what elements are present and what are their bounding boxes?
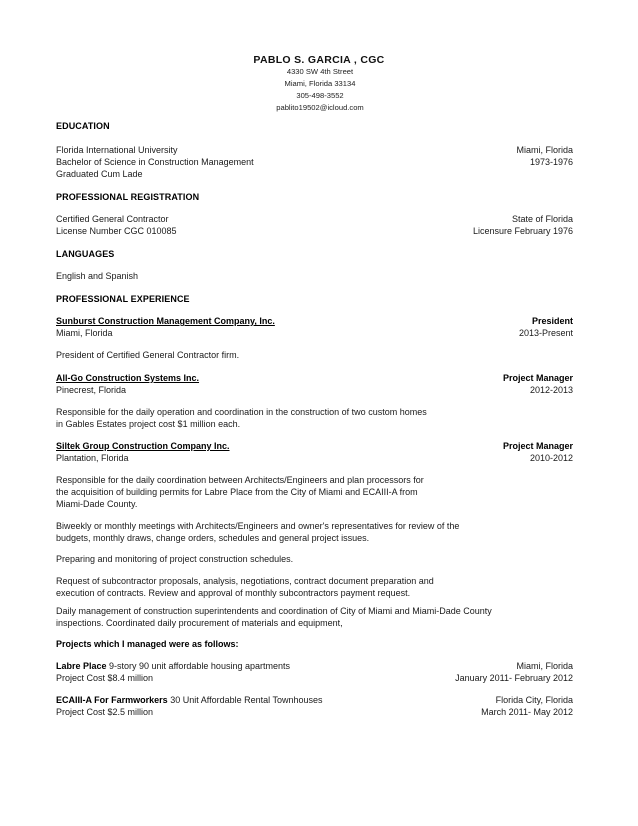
licensure-date: Licensure February 1976 [472,226,573,236]
job-dates: 2010-2012 [529,453,573,463]
project-cost-row [56,672,573,684]
job-location-row [56,384,573,396]
project-cost-row [56,706,573,718]
education-school-row [56,144,573,156]
job-location-row [56,327,573,339]
job-description-line: Request of subcontractor proposals, analysis, negotiations, contract document preparation and [56,576,434,586]
job-description-line: Responsible for the daily operation and coordination in the construction of two custom homes [56,407,427,417]
project-name: Labre Place [56,661,107,671]
project-dates: January 2011- February 2012 [455,673,573,683]
project-name: ECAIII-A For Farmworkers [56,695,168,705]
job-description-line: execution of contracts. Review and approval of monthly subcontractors payment request. [56,588,411,598]
job-header-row [56,315,573,327]
job-location: Pinecrest, Florida [56,385,127,395]
email-address[interactable]: pablito19502@icloud.com [276,103,364,112]
company-name: Siltek Group Construction Company Inc. [56,441,230,451]
project-cost: Project Cost $8.4 million [56,673,154,683]
job-description-line: inspections. Coordinated daily procurement of materials and equipment, [56,618,343,628]
experience-heading: PROFESSIONAL EXPERIENCE [56,294,190,304]
city-state-zip: Miami, Florida 33134 [284,79,356,88]
project-description: 30 Unit Affordable Rental Townhouses [167,695,323,705]
school-name: Florida International University [56,145,178,155]
job-description-line: the acquisition of building permits for Labre Place from the City of Miami and ECAIII-A from [56,487,418,497]
phone-number: 305-498-3552 [296,91,344,100]
job-description-line: Biweekly or monthly meetings with Architects/Engineers and owner's representatives for review of the [56,521,460,531]
education-heading: EDUCATION [56,121,110,131]
job-description-line: in Gables Estates project cost $1 million each. [56,419,241,429]
project-description: 9-story 90 unit affordable housing apartments [106,661,290,671]
resume-header [0,54,638,114]
registration-title-row [56,213,573,225]
languages-text: English and Spanish [56,271,139,281]
job-description-line: Responsible for the daily coordination between Architects/Engineers and plan processors for [56,475,424,485]
honors: Graduated Cum Lade [56,169,143,179]
job-dates: 2012-2013 [529,385,573,395]
projects-heading: Projects which I managed were as follows: [56,639,239,649]
registration-title: Certified General Contractor [56,214,169,224]
project-title [56,694,322,706]
project-row [56,660,573,672]
project-location: Florida City, Florida [495,695,573,705]
project-dates: March 2011- May 2012 [481,707,573,717]
job-role: President [531,316,573,326]
job-header-row [56,440,573,452]
education-degree-row [56,156,573,168]
job-dates: 2013-Present [518,328,573,338]
job-description-line: Miami-Dade County. [56,499,138,509]
resume-body [56,120,573,718]
registration-license-row [56,225,573,237]
job-description-line: budgets, monthly draws, change orders, schedules and general project issues. [56,533,370,543]
company-name: All-Go Construction Systems Inc. [56,373,200,383]
job-location: Miami, Florida [56,328,113,338]
candidate-name: PABLO S. GARCIA , CGC [253,54,385,66]
job-location: Plantation, Florida [56,453,129,463]
job-role: Project Manager [502,441,573,451]
project-title [56,660,290,672]
street-address: 4330 SW 4th Street [286,67,354,76]
project-cost: Project Cost $2.5 million [56,707,154,717]
degree-years: 1973-1976 [529,157,573,167]
license-number: License Number CGC 010085 [56,226,177,236]
job-role: Project Manager [502,373,573,383]
project-row [56,694,573,706]
job-description-line: Preparing and monitoring of project construction schedules. [56,554,294,564]
registration-state: State of Florida [511,214,573,224]
school-location: Miami, Florida [516,145,573,155]
registration-heading: PROFESSIONAL REGISTRATION [56,192,200,202]
job-description-line: Daily management of construction superintendents and coordination of City of Miami and Miami-Dade County [56,606,492,616]
project-location: Miami, Florida [516,661,573,671]
job-header-row [56,372,573,384]
degree: Bachelor of Science in Construction Management [56,157,254,167]
job-location-row [56,452,573,464]
languages-heading: LANGUAGES [56,249,115,259]
job-description-line: President of Certified General Contractor firm. [56,350,240,360]
company-name: Sunburst Construction Management Company, Inc. [56,316,275,326]
